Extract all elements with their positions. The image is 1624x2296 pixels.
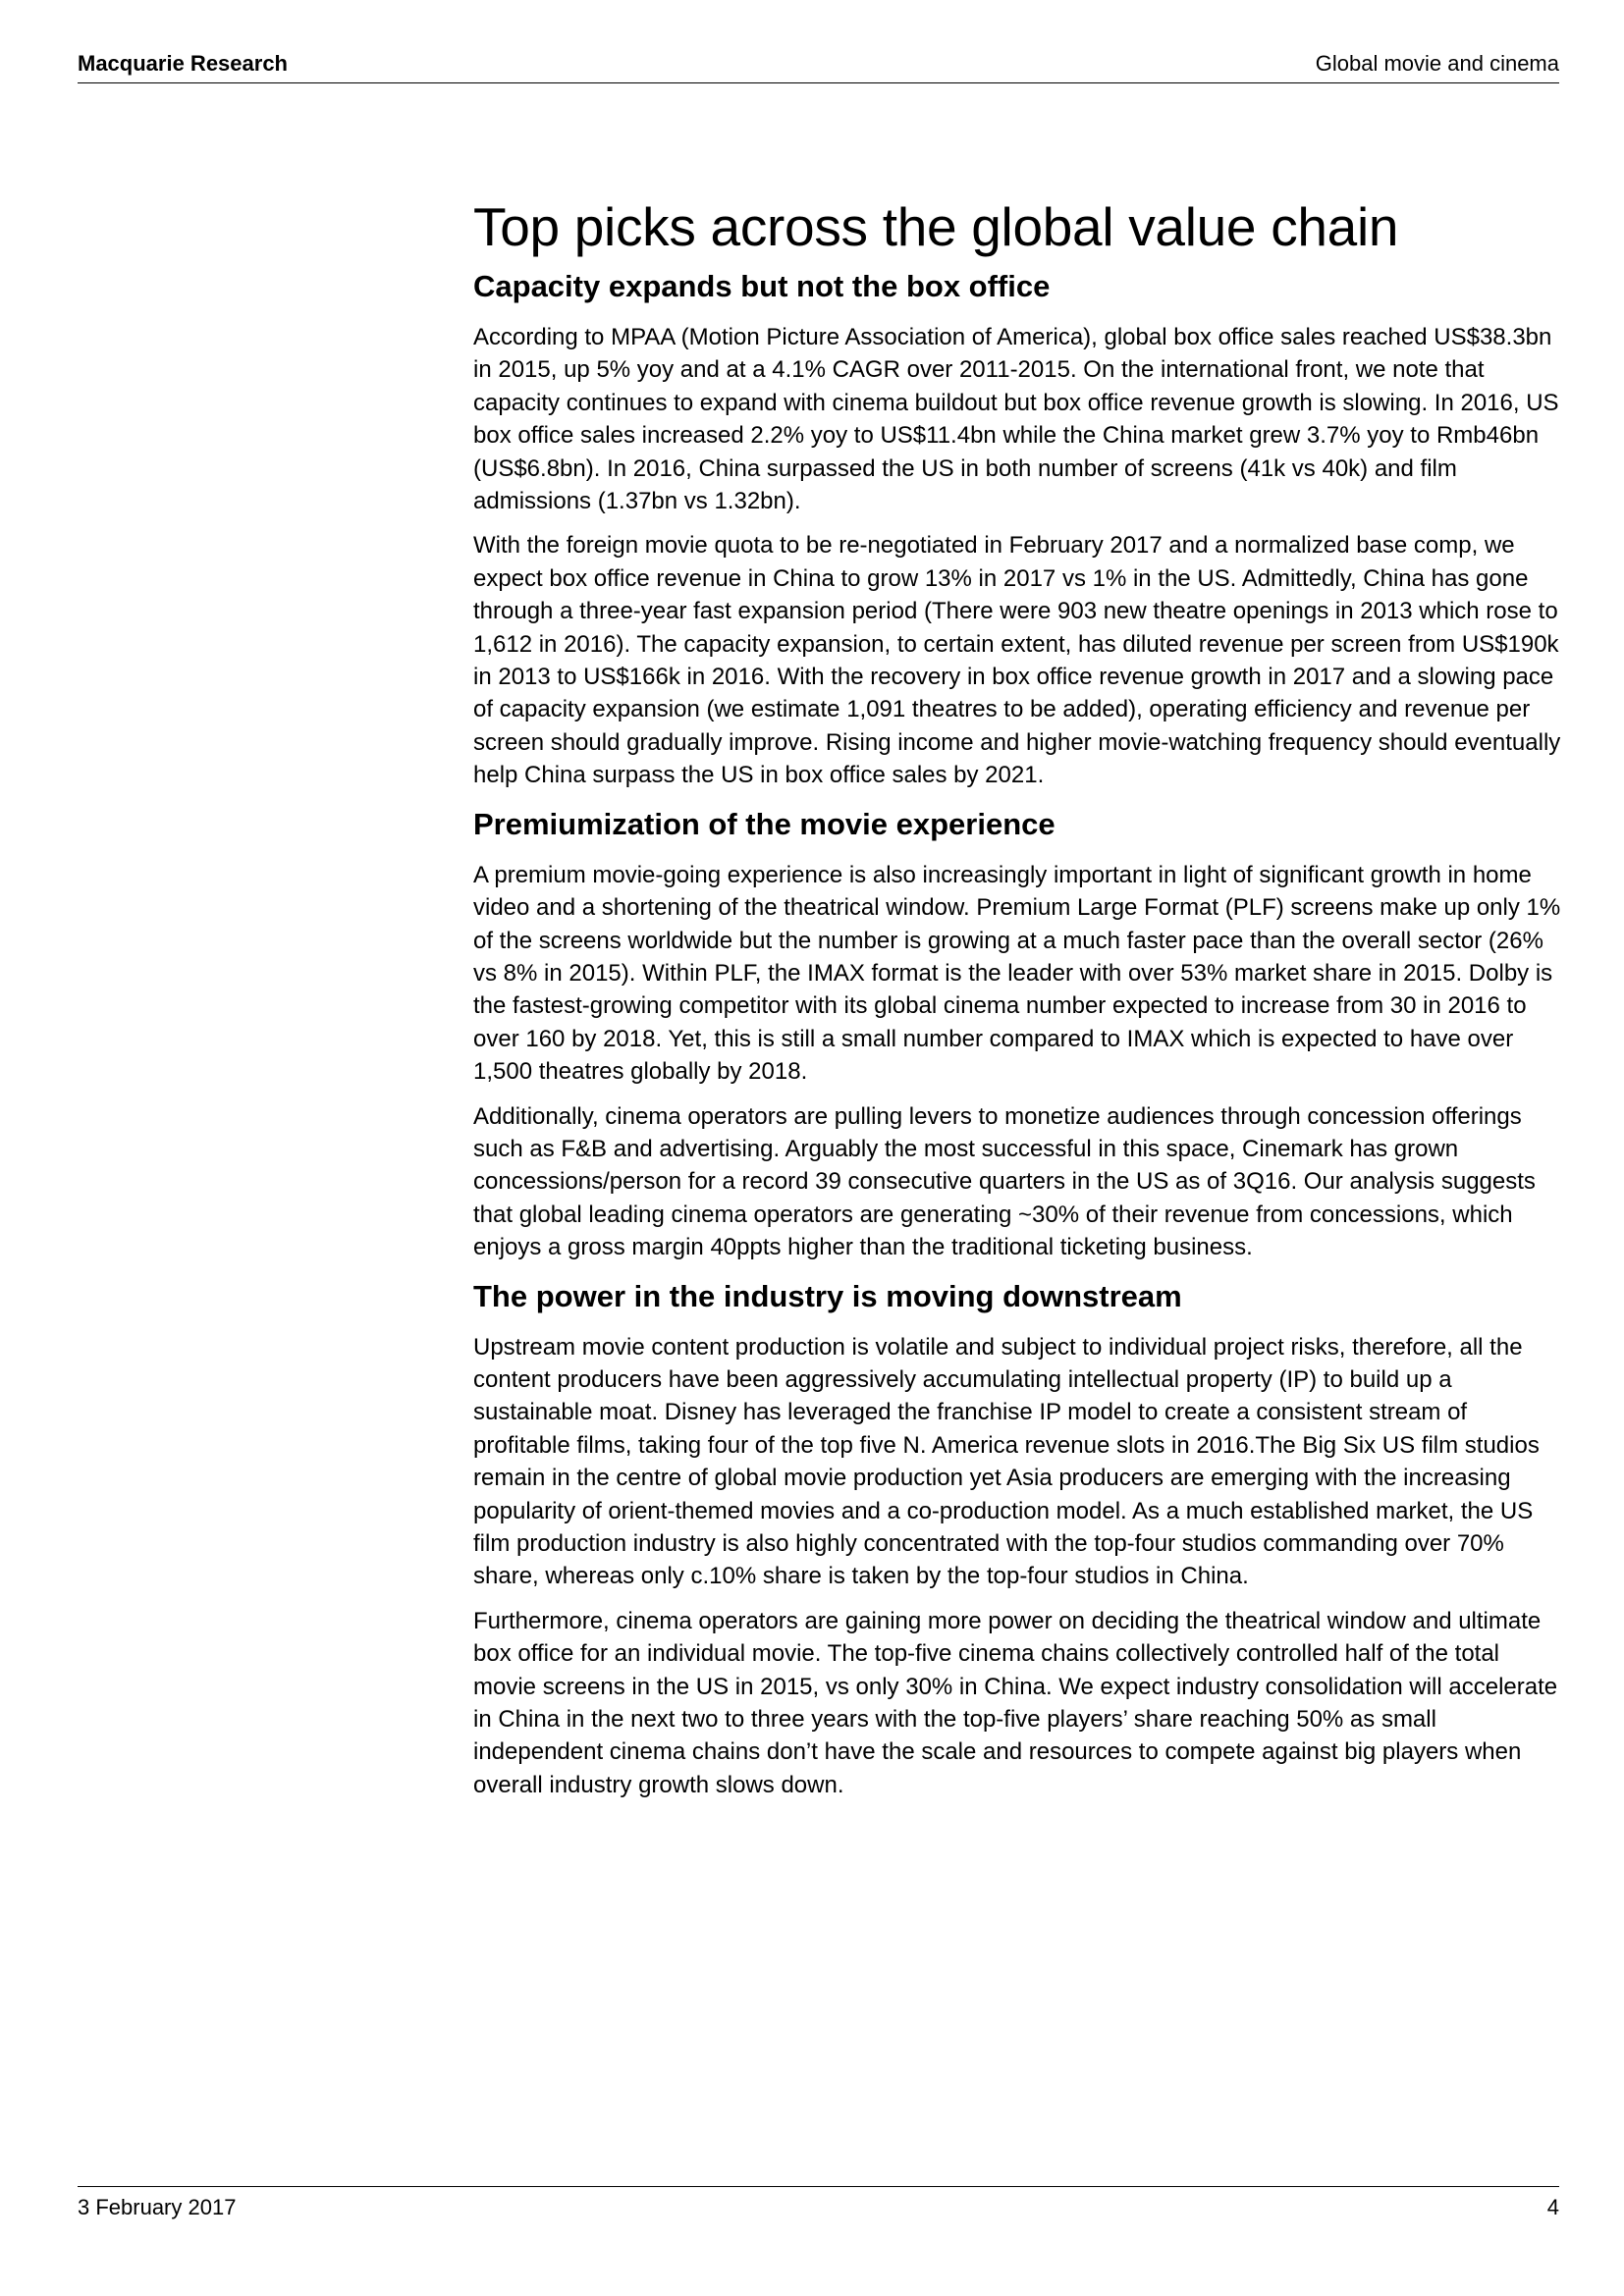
report-date: 3 February 2017 bbox=[78, 2195, 237, 2219]
page-footer bbox=[78, 2186, 1559, 2226]
paragraph: Furthermore, cinema operators are gaining more power on deciding the theatrical window and ultimate box office for an individual movie. The top-five cinema chains collectively controlled half of the total movie screens in the US in 2015, vs only 30% in China. We expect industry consolidation will accelerate in China in the next two to three years with the top-five players’ share reaching 50% as small independent cinema chains don’t have the scale and resources to compete against big players when overall industry growth slows down. bbox=[473, 1607, 1558, 1798]
section-heading-power-downstream: The power in the industry is moving downstream bbox=[473, 1278, 1182, 1313]
report-title: Global movie and cinema bbox=[1315, 51, 1559, 76]
paragraph: Upstream movie content production is volatile and subject to individual project risks, therefore, all the content producers have been aggressively accumulating intellectual property (IP) to build up a sustainable moat. Disney has leveraged the franchise IP model to create a consistent stream of profitable films, taking four of the top five N. America revenue slots in 2016.The Big Six US film studios remain in the centre of global movie production yet Asia producers are emerging with the increasing popularity of orient-themed movies and a co-production model. As a much established market, the US film production industry is also highly concentrated with the top-four studios commanding over 70% share, whereas only c.10% share is taken by the top-four studios in China. bbox=[473, 1333, 1540, 1590]
paragraph: A premium movie-going experience is also increasingly important in light of significant growth in home video and a shortening of the theatrical window. Premium Large Format (PLF) screens make up only 1% of the screens worldwide but the number is growing at a much faster pace than the overall sector (26% vs 8% in 2015). Within PLF, the IMAX format is the leader with over 53% market share in 2015. Dolby is the fastest-growing competitor with its global cinema number expected to increase from 30 in 2016 to over 160 by 2018. Yet, this is still a small number compared to IMAX which is expected to have over 1,500 theatres globally by 2018. bbox=[473, 861, 1561, 1086]
page-title: Top picks across the global value chain bbox=[473, 196, 1399, 257]
paragraph: Additionally, cinema operators are pulling levers to monetize audiences through concession offerings such as F&B and advertising. Arguably the most successful in this space, Cinemark has grown concessions/person for a record 39 consecutive quarters in the US as of 3Q16. Our analysis suggests that global leading cinema operators are generating ~30% of their revenue from concessions, which enjoys a gross margin 40ppts higher than the traditional ticketing business. bbox=[473, 1102, 1536, 1261]
paragraph: With the foreign movie quota to be re-negotiated in February 2017 and a normalized base comp, we expect box office revenue in China to grow 13% in 2017 vs 1% in the US. Admittedly, China has gone through a three-year fast expansion period (There were 903 new theatre openings in 2013 which rose to 1,612 in 2016). The capacity expansion, to certain extent, has diluted revenue per screen from US$190k in 2013 to US$166k in 2016. With the recovery in box office revenue growth in 2017 and a slowing pace of capacity expansion (we estimate 1,091 theatres to be added), operating efficiency and revenue per screen should gradually improve. Rising income and higher movie-watching frequency should eventually help China surpass the US in box office sales by 2021. bbox=[473, 532, 1561, 789]
page-number: 4 bbox=[1546, 2195, 1559, 2219]
page-header bbox=[78, 51, 1559, 83]
main-content bbox=[473, 192, 1563, 1813]
section-heading-premiumization: Premiumization of the movie experience bbox=[473, 806, 1056, 841]
publisher-name: Macquarie Research bbox=[78, 51, 288, 76]
paragraph: According to MPAA (Motion Picture Association of America), global box office sales reached US$38.3bn in 2015, up 5% yoy and at a 4.1% CAGR over 2011-2015. On the international front, we note that capacity continues to expand with cinema buildout but box office revenue growth is slowing. In 2016, US box office sales increased 2.2% yoy to US$11.4bn while the China market grew 3.7% yoy to Rmb46bn (US$6.8bn). In 2016, China surpassed the US in both number of screens (41k vs 40k) and film admissions (1.37bn vs 1.32bn). bbox=[473, 324, 1559, 515]
section-heading-capacity: Capacity expands but not the box office bbox=[473, 269, 1051, 303]
